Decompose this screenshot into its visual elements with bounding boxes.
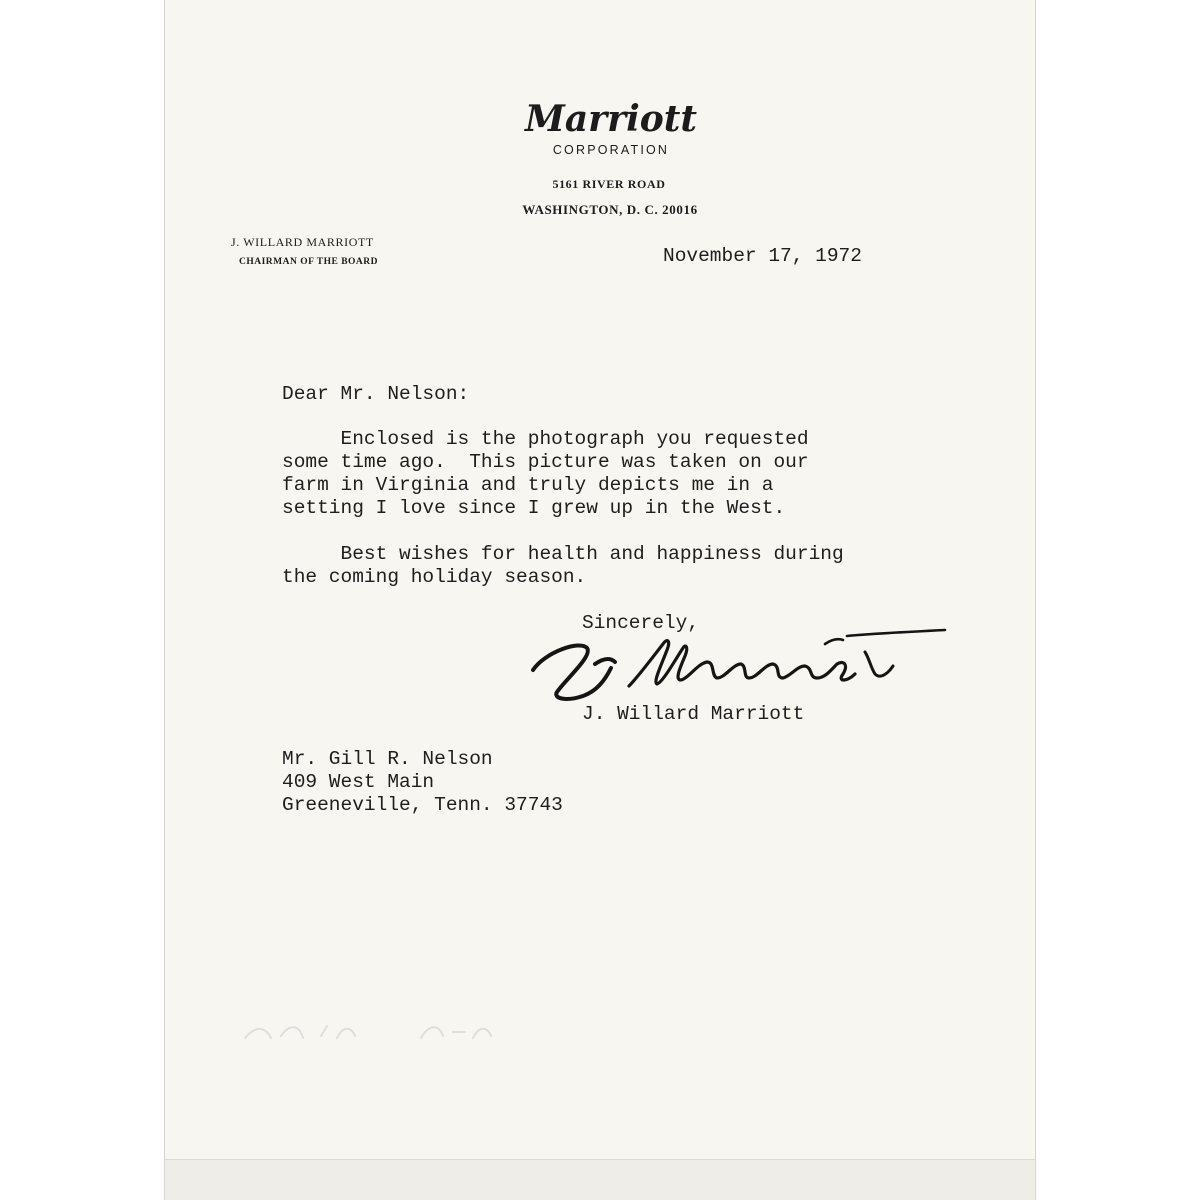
company-subtitle: CORPORATION [552, 143, 670, 157]
company-city-address: WASHINGTON, D. C. 20016 [522, 202, 698, 217]
sheet-bottom-edge [165, 1159, 1035, 1200]
letter-paragraph-1: Enclosed is the photograph you requested some time ago. This picture was taken on our farm in Virginia and truly depicts me in a setting I love since I grew up in the West. [282, 428, 809, 519]
company-street-address: 5161 RIVER ROAD [552, 177, 666, 191]
letter-paragraph-2: Best wishes for health and happiness during the coming holiday season. [282, 543, 844, 588]
executive-name: J. WILLARD MARRIOTT [231, 235, 374, 249]
letter-date: November 17, 1972 [663, 245, 862, 267]
recipient-address: Mr. Gill R. Nelson 409 West Main Greeneville, Tenn. 37743 [282, 748, 563, 816]
company-logo: Marriott [524, 98, 698, 140]
signer-name: J. Willard Marriott [582, 703, 805, 725]
faint-pencil-mark [241, 1018, 501, 1046]
letter-sheet [164, 0, 1036, 1200]
letter-salutation: Dear Mr. Nelson: [282, 383, 470, 405]
handwritten-signature [525, 622, 965, 712]
letter-closing: Sincerely, [582, 612, 700, 634]
executive-title: CHAIRMAN OF THE BOARD [239, 257, 379, 267]
